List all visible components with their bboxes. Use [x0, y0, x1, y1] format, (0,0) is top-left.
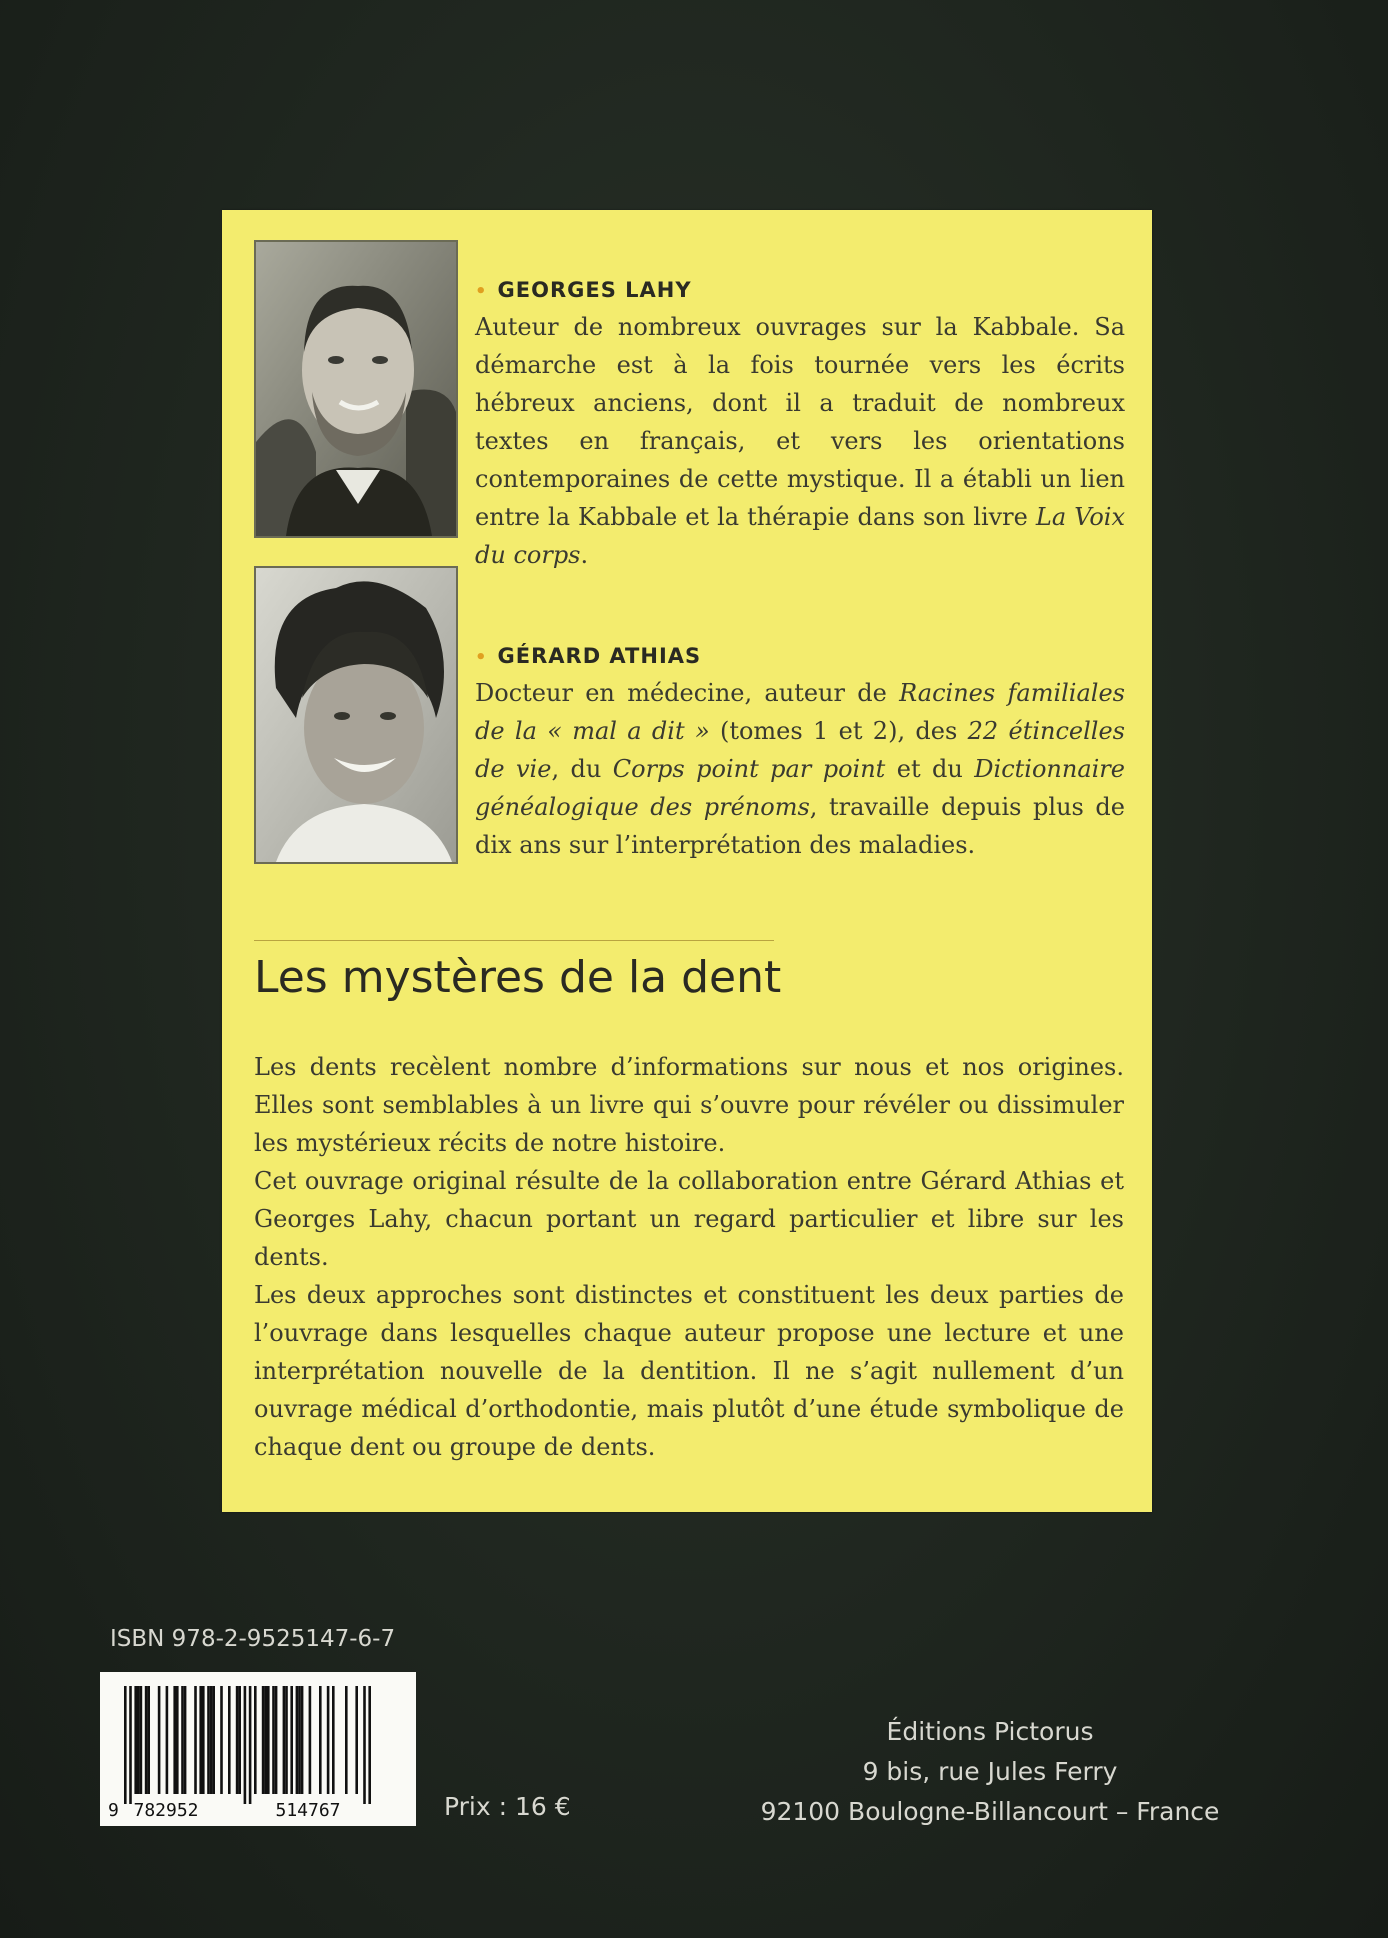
publisher-name: Éditions Pictorus	[886, 1717, 1094, 1746]
description-paragraph: Cet ouvrage original résulte de la collaboration entre Gérard Athias et Georges Lahy, chacun portant un regard particulier et libre sur les dents.	[254, 1167, 1124, 1271]
portrait-image	[256, 568, 456, 862]
barcode-bar	[134, 1686, 137, 1794]
barcode-bar	[301, 1686, 304, 1794]
barcode-bar	[283, 1686, 286, 1794]
bullet-icon: •	[475, 281, 488, 302]
barcode-bar	[210, 1686, 213, 1794]
barcode-bar	[212, 1686, 215, 1794]
barcode-bar	[272, 1686, 275, 1794]
barcode-bar	[137, 1686, 140, 1794]
author-bio-text	[475, 674, 1125, 864]
barcode-bar	[147, 1686, 150, 1794]
book-title: Les mystères de la dent	[254, 952, 782, 1003]
barcode-bar	[181, 1686, 184, 1794]
barcode-bar	[202, 1686, 205, 1794]
barcode-bar	[264, 1686, 267, 1794]
barcode-bar	[262, 1686, 265, 1794]
barcode-image	[100, 1672, 416, 1826]
publisher-street: 9 bis, rue Jules Ferry	[862, 1757, 1118, 1786]
book-title-reference: Racines familiales de la « mal a dit »	[475, 679, 1125, 745]
barcode-digits-right: 514767	[275, 1800, 341, 1821]
book-title-reference: Corps point par point	[612, 755, 886, 783]
barcode-digits-left: 782952	[133, 1800, 199, 1821]
barcode-bar	[238, 1686, 241, 1794]
barcode-bar	[275, 1686, 278, 1794]
book-description	[254, 1048, 1124, 1466]
author-name: • GÉRARD ATHIAS	[475, 644, 702, 668]
barcode-bar	[249, 1686, 252, 1804]
back-cover-panel	[222, 210, 1152, 1512]
barcode-bar	[368, 1686, 371, 1804]
barcode-bar	[173, 1686, 176, 1794]
book-title-reference: La Voix du corps	[475, 503, 1125, 569]
barcode-bar	[207, 1686, 210, 1794]
barcode-bar	[319, 1686, 322, 1794]
publisher-city: 92100 Boulogne-Billancourt – France	[760, 1797, 1220, 1826]
barcode-bar	[345, 1686, 348, 1794]
barcode-bar	[228, 1686, 231, 1794]
barcode-bar	[194, 1686, 197, 1794]
section-divider	[254, 940, 774, 941]
barcode-bar	[290, 1686, 293, 1794]
barcode-bar	[124, 1686, 127, 1804]
book-title-reference: Dictionnaire généalogique des prénoms	[475, 755, 1125, 821]
barcode-bar	[166, 1686, 169, 1794]
barcode-bar	[355, 1686, 358, 1794]
barcode-bar	[199, 1686, 202, 1794]
author-photo-athias	[254, 566, 458, 864]
bio-text-run: Docteur en médecine, auteur de	[475, 679, 900, 707]
price-label: Prix : 16 €	[444, 1792, 571, 1821]
author-bio-lahy	[475, 278, 1125, 574]
barcode-bar	[145, 1686, 148, 1794]
barcode-digit-first: 9	[108, 1800, 119, 1821]
bio-text-run: , du	[551, 755, 613, 783]
author-name: • GEORGES LAHY	[475, 278, 692, 302]
barcode-bar	[220, 1686, 223, 1794]
portrait-image	[256, 242, 456, 536]
barcode-bar	[254, 1686, 257, 1794]
description-paragraph: Les dents recèlent nombre d’informations sur nous et nos origines. Elles sont semblables à un livre qui s’ouvre pour révéler ou dissimuler les mystérieux récits de notre histoire.	[254, 1053, 1124, 1157]
author-bio-athias	[475, 644, 1125, 864]
barcode-bar	[176, 1686, 179, 1794]
barcode-bar	[236, 1686, 239, 1794]
barcode-bar	[267, 1686, 270, 1794]
bio-text-run: , travaille depuis plus de dix ans sur l’interprétation des maladies.	[475, 793, 1125, 859]
bullet-icon: •	[475, 647, 488, 668]
barcode-bar	[184, 1686, 187, 1794]
barcode-bar	[244, 1686, 247, 1804]
barcode-bar	[158, 1686, 161, 1794]
barcode-bar	[129, 1686, 132, 1804]
barcode-bar	[332, 1686, 335, 1794]
barcode-bar	[296, 1686, 299, 1794]
bio-text-run: et du	[885, 755, 975, 783]
book-title-reference: 22 étincelles de vie	[475, 717, 1125, 783]
barcode-bar	[363, 1686, 366, 1804]
isbn-label: ISBN 978-2-9525147-6-7	[110, 1626, 396, 1652]
barcode-bar	[327, 1686, 330, 1794]
bio-text-run: (tomes 1 et 2), des	[709, 717, 968, 745]
barcode-bar	[309, 1686, 312, 1794]
description-paragraph: Les deux approches sont distinctes et constituent les deux parties de l’ouvrage dans lesquelles chaque auteur propose une lecture et une interprétation nouvelle de la dentition. Il ne s’agit nullement d’un ouvrage médical d’orthodontie, mais plutôt d’une étude symbolique de chaque dent ou groupe de dents.	[254, 1281, 1124, 1461]
barcode-bar	[140, 1686, 143, 1794]
publisher-info	[700, 1712, 1280, 1832]
bio-text-run: Auteur de nombreux ouvrages sur la Kabbale. Sa démarche est à la fois tournée vers les écrits hébreux anciens, dont il a traduit de nombreux textes en français, et vers les orientations contemporaines de cette mystique. Il a établi un lien entre la Kabbale et la thérapie dans son livre	[475, 313, 1125, 531]
barcode-bar	[285, 1686, 288, 1794]
bio-text-run: .	[580, 541, 589, 569]
author-photo-lahy	[254, 240, 458, 538]
barcode-bar	[298, 1686, 301, 1794]
barcode	[100, 1672, 416, 1826]
author-bio-text	[475, 308, 1125, 574]
